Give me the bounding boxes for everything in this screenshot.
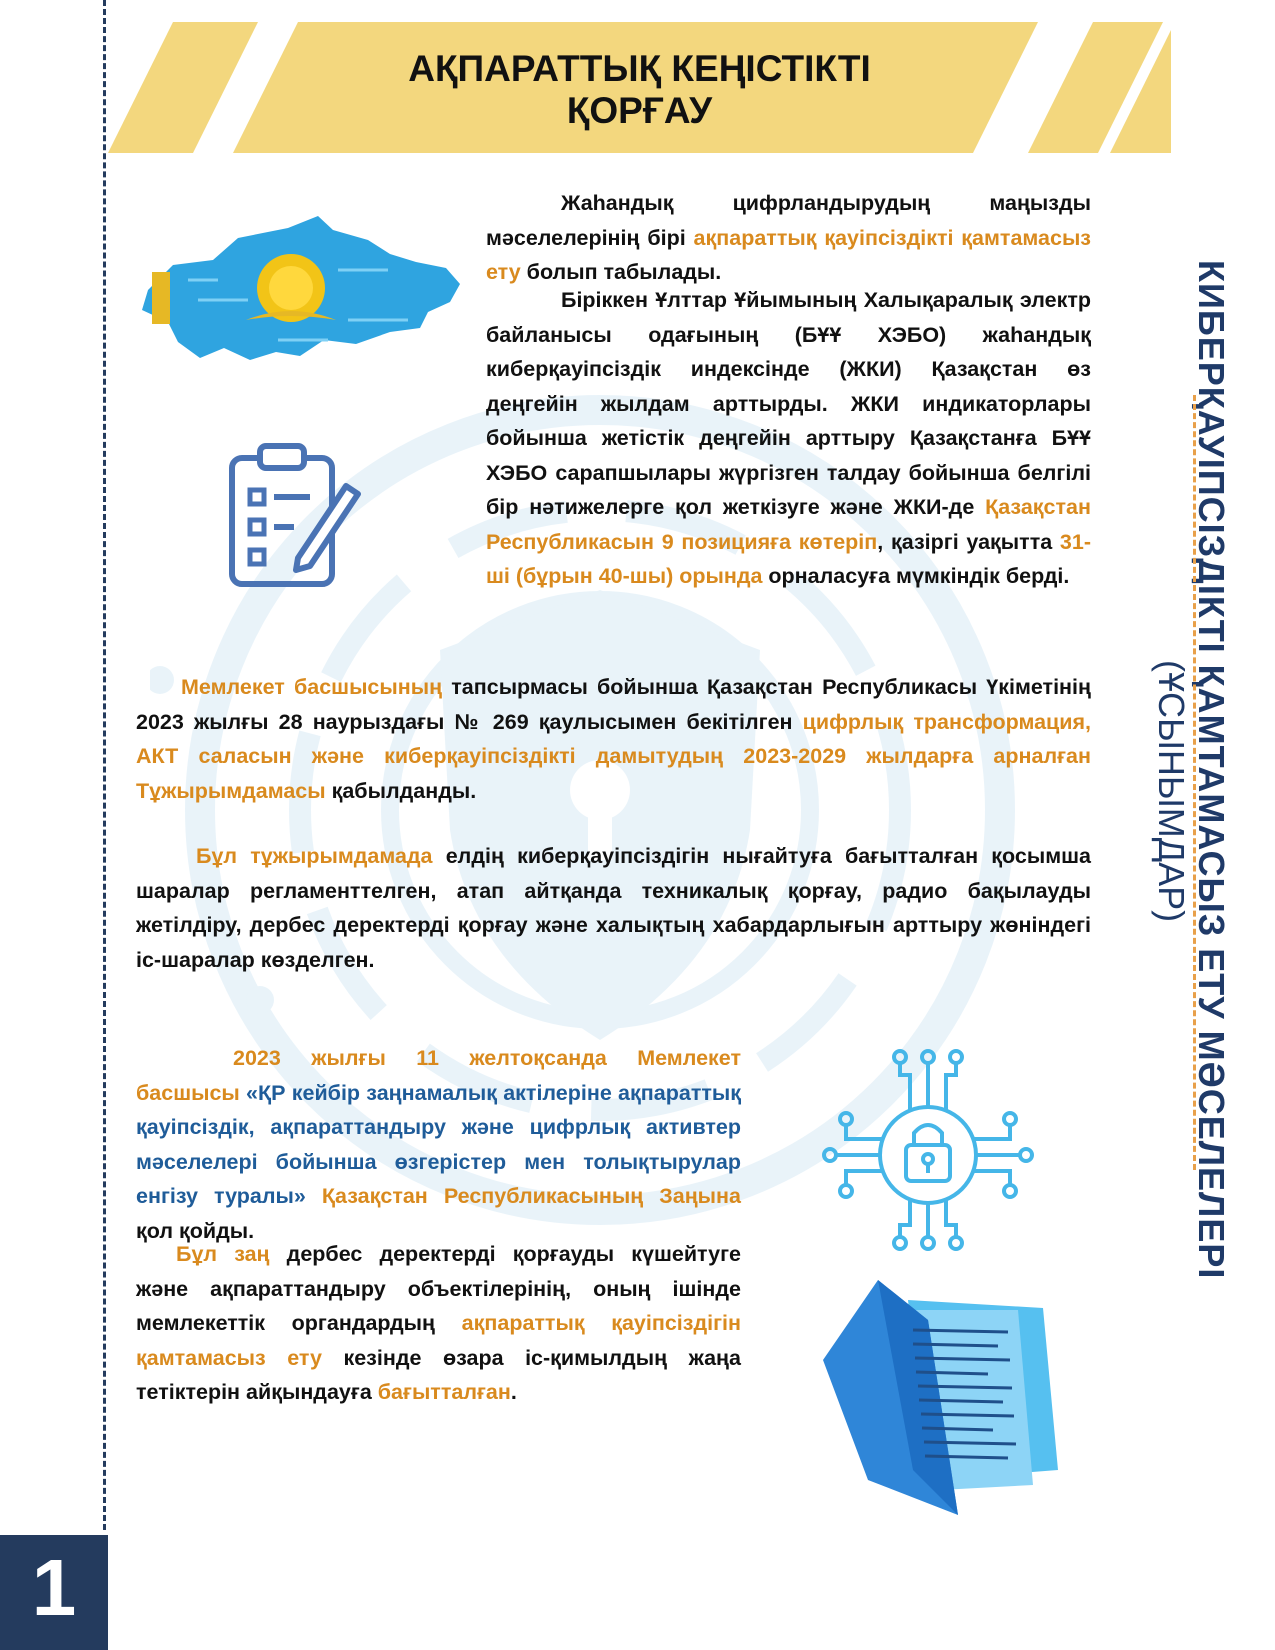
p2-highlight-position: Қазақстан Республикасын 9 позицияға көтеріп	[486, 495, 1091, 554]
p3-text-end: қабылданды.	[325, 778, 477, 803]
p1-text-end: болып табылады.	[520, 260, 722, 284]
p6-text-mid: кезінде өзара іс-қимылдың жаңа тетіктерін айқындауға	[136, 1345, 741, 1404]
kazakhstan-map-icon	[128, 210, 468, 370]
p6-highlight: Бұл заң	[176, 1242, 270, 1266]
p4-highlight: Бұл тұжырымдамада	[196, 844, 433, 868]
cyber-lock-icon	[818, 1045, 1038, 1255]
p3-text: тапсырмасы бойынша Қазақстан Республикасы Үкіметінің 2023 жылғы 28 наурыздағы № 269 қаулысымен бекітілген	[136, 675, 1092, 734]
p6-highlight-security: ақпараттық қауіпсіздігін қамтамасыз ету	[136, 1311, 741, 1370]
clipboard-checklist-icon	[228, 440, 363, 590]
p4-text: елдің киберқауіпсіздігін нығайтуға бағытталған қосымша шаралар регламенттелген, атап айтқанда техникалық қорғау, радио бақылауды жетілдіру, дербес деректерді қорғау және халықтың хабардарлығын арттыру жөніндегі іс-шаралар көзделген.	[136, 844, 1091, 972]
paragraph-law	[136, 1041, 741, 1248]
paragraph-concept	[136, 670, 1091, 808]
left-dashed-border	[103, 0, 106, 1530]
p5-text-end: қол қойды.	[136, 1218, 255, 1243]
p1-text: Жаһандық цифрландырудың маңызды мәселелерінің бірі	[486, 191, 1091, 250]
side-title-underline	[1193, 395, 1196, 1170]
paragraph-gci	[486, 283, 1091, 594]
page-number-box	[0, 1535, 108, 1650]
p5-law-title: «ҚР кейбір заңнамалық актілеріне ақпараттық қауіпсіздік, ақпараттандыру және цифрлық активтер мәселелері бойынша өзгерістер мен толықтырулар енгізу туралы»	[136, 1080, 741, 1208]
p6-highlight-end: бағытталған	[377, 1380, 511, 1404]
p3-highlight-concept: цифрлық трансформация, АКТ саласын және киберқауіпсіздікті дамытудың 2023-2029 жылдарға арналған Тұжырымдамасы	[136, 709, 1091, 803]
page-number: 1	[31, 1543, 77, 1632]
paragraph-law-purpose	[136, 1237, 741, 1410]
documents-icon	[818, 1280, 1063, 1515]
p2-text-mid: , қазіргі уақытта	[877, 529, 1060, 554]
p5-highlight-law: Қазақстан Республикасының Заңына	[305, 1184, 741, 1208]
title-banner	[108, 22, 1171, 153]
p2-text-end: орналасуға мүмкіндік берді.	[762, 564, 1070, 588]
p2-highlight-rank: 31-ші (бұрын 40-шы) орында	[486, 529, 1091, 588]
side-vertical-title	[1150, 260, 1232, 1410]
side-title-main: КИБЕРҚАУІПСІЗДІКТІ ҚАМТАМАСЫЗ ЕТУ МӘСЕЛЕЛЕРІ	[1191, 260, 1232, 1280]
p6-period: .	[510, 1380, 517, 1404]
p2-text: Біріккен Ұлттар Ұйымының Халықаралық электр байланысы одағының (БҰҰ ХЭБО) жаһандық киберқауіпсіздік индексінде (ЖКИ) Қазақстан өз деңгейін жылдам арттырды. ЖКИ индикаторлары бойынша жетістік деңгейін арттыру Қазақстанға БҰҰ ХЭБО сарапшылары жүргізген талдау бойынша белгілі бір нәтижелерге қол жеткізуге және ЖКИ-де	[486, 288, 1091, 519]
page-title-line1: АҚПАРАТТЫҚ КЕҢІСТІКТІ	[408, 48, 871, 89]
page-title-line2: ҚОРҒАУ	[566, 90, 713, 131]
p5-highlight-date: 2023 жылғы 11 желтоқсанда Мемлекет басшысы	[136, 1046, 741, 1105]
paragraph-intro	[486, 186, 1091, 290]
p6-text: дербес деректерді қорғауды күшейтуге және ақпараттандыру объектілерінің, оның ішінде мемлекеттік органдардың	[136, 1242, 741, 1335]
side-title-sub: (ҰСЫНЫМДАР)	[1151, 660, 1192, 923]
paragraph-measures	[136, 839, 1091, 977]
p3-highlight-head-of-state: Мемлекет басшысының	[181, 675, 443, 699]
p1-highlight: ақпараттық қауіпсіздікті қамтамасыз ету	[486, 225, 1091, 284]
page-title	[108, 48, 1171, 132]
